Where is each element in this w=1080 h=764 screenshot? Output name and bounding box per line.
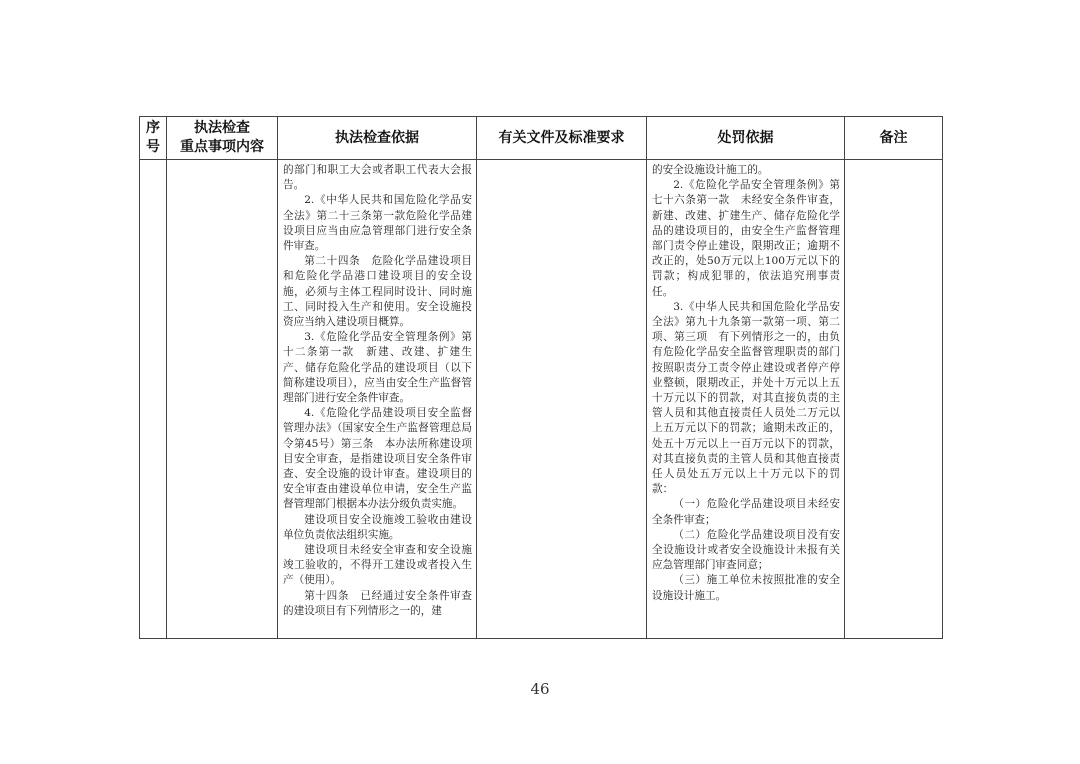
paragraph: 2.《危险化学品安全管理条例》第七十六条第一款 未经安全条件审查，新建、改建、扩建生产、储存危险化学品的建设项目的，由安全生产监督管理部门责令停止建设，限期改正；逾期不改正的，处50万元以上100万元以下的罚款；构成犯罪的，依法追究刑事责任。 bbox=[652, 179, 840, 298]
paragraph: 第十四条 已经通过安全条件审查的建设项目有下列情形之一的，建 bbox=[283, 589, 472, 617]
paragraph: 3.《危险化学品安全管理条例》第十二条第一款 新建、改建、扩建生产、储存危险化学品的建设项目（以下简称建设项目），应当由安全生产监督管理部门进行安全条件审查。 bbox=[283, 331, 472, 405]
paragraph: （三）施工单位未按照批准的安全设施设计施工。 bbox=[652, 574, 840, 602]
enforcement-table bbox=[139, 116, 943, 639]
paragraph: 的安全设施设计施工的。 bbox=[652, 164, 769, 176]
header-focus-items bbox=[167, 117, 278, 160]
header-seq-line2: 号 bbox=[146, 139, 160, 155]
paragraph: 建设项目安全设施竣工验收由建设单位负责依法组织实施。 bbox=[283, 513, 472, 541]
paragraph: 2.《中华人民共和国危险化学品安全法》第二十三条第一款危险化学品建设项目应当由应急管理部门进行安全条件审查。 bbox=[283, 194, 472, 253]
paragraph: 3.《中华人民共和国危险化学品安全法》第九十九条第一款第一项、第二项、第三项 有下列情形之一的，由负有危险化学品安全监督管理职责的部门按照职责分工责令停止建设或者停产停业整顿，限期改正，并处十万元以上五十万元以下的罚款，对其直接负责的主管人员和其他直接责任人员处二万元以上五万元以下的罚款；逾期未改正的，处五十万元以上一百万元以下的罚款，对其直接负责的主管人员和其他直接责任人员处五万元以上十万元以下的罚款： bbox=[652, 300, 840, 496]
seq-cell bbox=[140, 160, 167, 639]
paragraph: 4.《危险化学品建设项目安全监督管理办法》（国家安全生产监督管理总局令第45号）第三条 本办法所称建设项目安全审查，是指建设项目安全条件审查、安全设施的设计审查。建设项目的安全审查由建设单位申请，安全生产监督管理部门根据本办法分级负责实施。 bbox=[283, 407, 472, 511]
basis-text bbox=[278, 160, 476, 619]
focus-items-cell bbox=[167, 160, 278, 639]
table-row bbox=[140, 160, 943, 639]
page-number: 46 bbox=[530, 680, 550, 698]
header-focus-line1: 执法检查 bbox=[194, 120, 250, 136]
paragraph: 建设项目未经安全审查和安全设施竣工验收的，不得开工建设或者投入生产（使用）。 bbox=[283, 544, 472, 587]
table-header-row bbox=[140, 117, 943, 160]
header-seq-line1: 序 bbox=[146, 120, 160, 136]
paragraph: （一）危险化学品建设项目未经安全条件审查； bbox=[652, 498, 840, 526]
paragraph: （二）危险化学品建设项目没有安全设施设计或者安全设施设计未报有关应急管理部门审查同意； bbox=[652, 528, 840, 572]
paragraph: 的部门和职工大会或者职工代表大会报告。 bbox=[283, 164, 472, 192]
penalty-text bbox=[647, 160, 844, 604]
header-seq bbox=[140, 117, 167, 160]
remarks-cell bbox=[845, 160, 943, 639]
header-remarks: 备注 bbox=[845, 117, 943, 160]
header-standards: 有关文件及标准要求 bbox=[477, 117, 647, 160]
header-focus-line2: 重点事项内容 bbox=[180, 139, 264, 155]
header-penalty: 处罚依据 bbox=[647, 117, 845, 160]
standards-cell bbox=[477, 160, 647, 639]
penalty-cell bbox=[647, 160, 845, 639]
header-basis: 执法检查依据 bbox=[278, 117, 477, 160]
paragraph: 第二十四条 危险化学品建设项目和危险化学品港口建设项目的安全设施，必须与主体工程同时设计、同时施工、同时投入生产和使用。安全设施投资应当纳入建设项目概算。 bbox=[283, 255, 472, 329]
basis-cell bbox=[278, 160, 477, 639]
